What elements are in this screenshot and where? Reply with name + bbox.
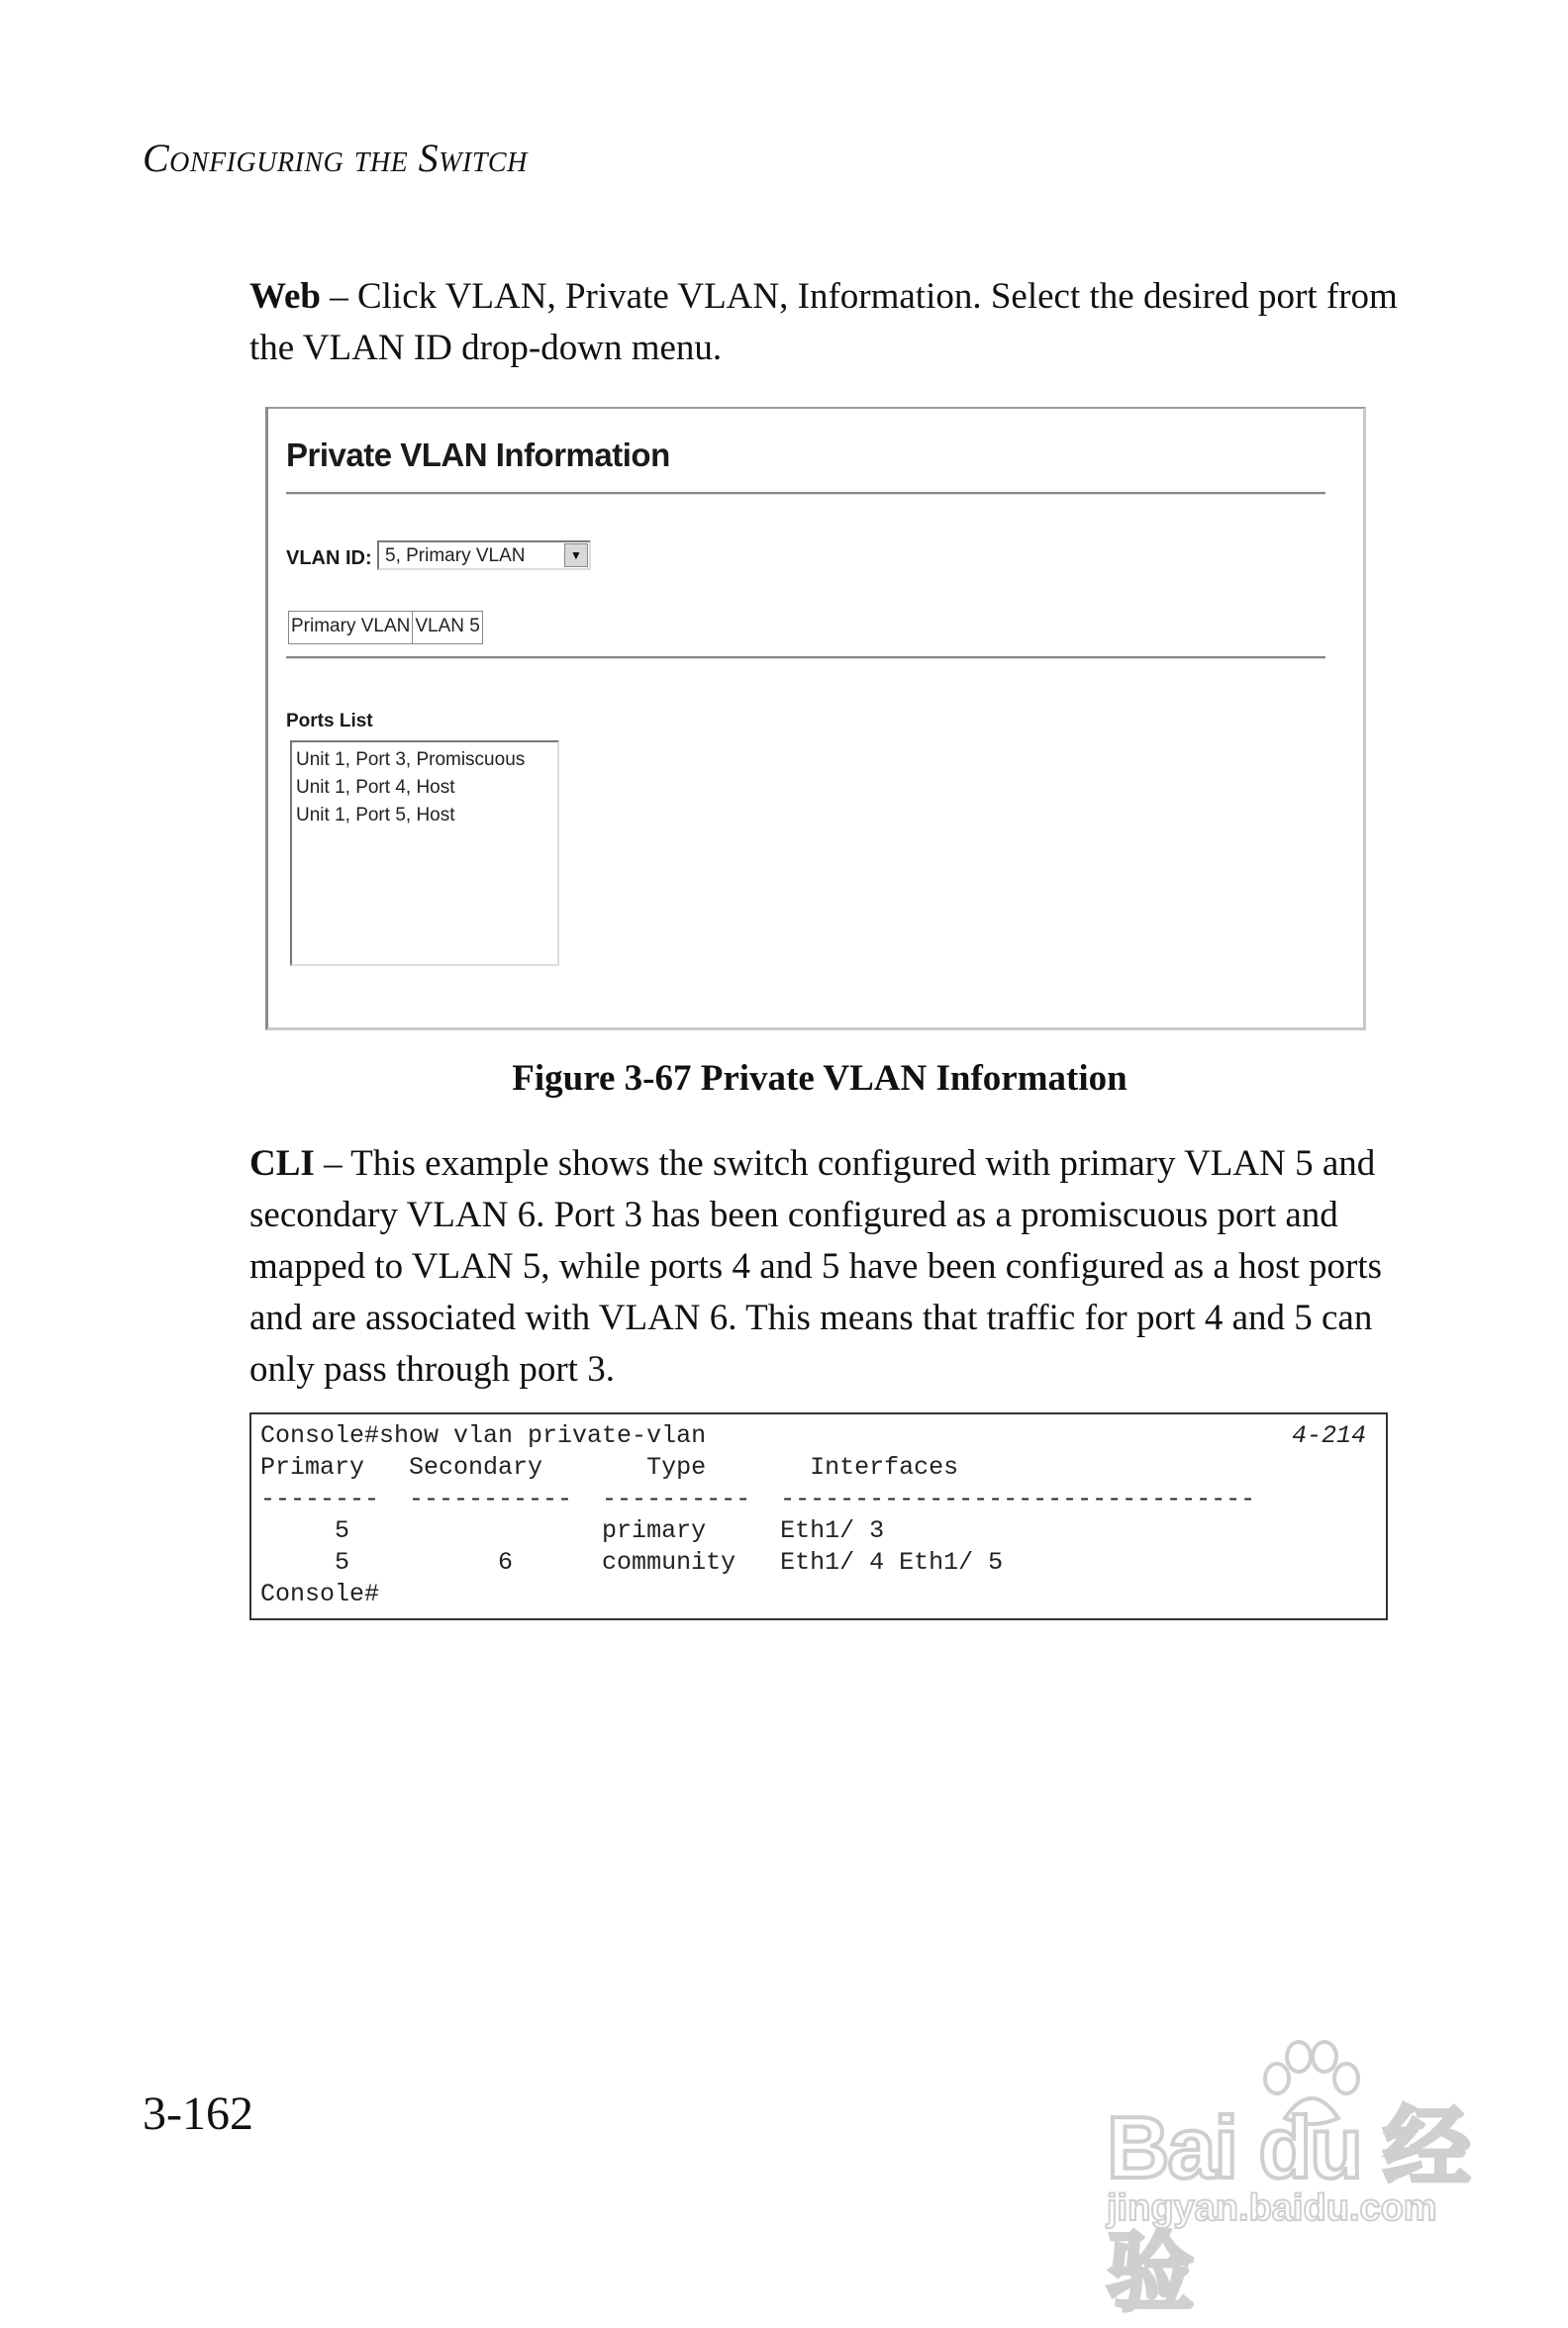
running-header: Configuring the Switch	[143, 136, 528, 180]
divider	[286, 492, 1325, 495]
ports-listbox[interactable]	[290, 740, 559, 966]
cli-lead: CLI	[249, 1143, 315, 1184]
console-line: Console#	[260, 1580, 380, 1608]
console-reference: 4-214	[1291, 1421, 1366, 1450]
panel-title: Private VLAN Information	[286, 436, 670, 473]
web-text: – Click VLAN, Private VLAN, Information. Select the desired port from the VLAN ID drop-down menu.	[249, 276, 1398, 368]
console-line: 5 primary Eth1/ 3	[260, 1516, 885, 1545]
vlan-id-value: 5, Primary VLAN	[385, 545, 526, 566]
chevron-down-icon[interactable]: ▼	[564, 543, 588, 567]
vlan-id-select[interactable]	[377, 540, 591, 570]
console-line: Primary Secondary Type Interfaces	[260, 1453, 959, 1482]
console-line: -------- ----------- ---------- --------------------------------	[260, 1485, 1256, 1513]
figure-caption: Figure 3-67 Private VLAN Information	[512, 1058, 1127, 1099]
baidu-watermark	[1107, 2039, 1503, 2321]
cli-description	[249, 1138, 1413, 1396]
info-cell-type: Primary VLAN	[289, 612, 413, 643]
page-number: 3-162	[143, 2087, 253, 2140]
watermark-logo: Bai du 经验	[1107, 2098, 1469, 2321]
list-item[interactable]: Unit 1, Port 3, Promiscuous	[296, 749, 526, 770]
ports-list-label: Ports List	[286, 711, 373, 731]
console-line: 5 6 community Eth1/ 4 Eth1/ 5	[260, 1548, 1004, 1577]
console-line: Console#show vlan private-vlan	[260, 1421, 707, 1450]
cli-text: – This example shows the switch configured with primary VLAN 5 and secondary VLAN 6. Port 3 has been configured as a promiscuous port and mapped to VLAN 5, while ports 4 and 5 have been configured as a host ports and are associated with VLAN 6. This means that traffic for port 4 and 5 can only pass through port 3.	[249, 1143, 1383, 1390]
divider	[286, 656, 1325, 659]
list-item[interactable]: Unit 1, Port 4, Host	[296, 777, 455, 798]
vlan-id-label: VLAN ID:	[286, 547, 372, 569]
private-vlan-screenshot	[265, 407, 1366, 1030]
web-lead: Web	[249, 276, 321, 317]
watermark-url: jingyan.baidu.com	[1107, 2187, 1437, 2229]
info-cell-vlan: VLAN 5	[415, 616, 480, 636]
console-output	[249, 1412, 1388, 1620]
vlan-info-table	[288, 611, 483, 644]
web-instructions	[249, 271, 1398, 374]
list-item[interactable]: Unit 1, Port 5, Host	[296, 805, 455, 825]
